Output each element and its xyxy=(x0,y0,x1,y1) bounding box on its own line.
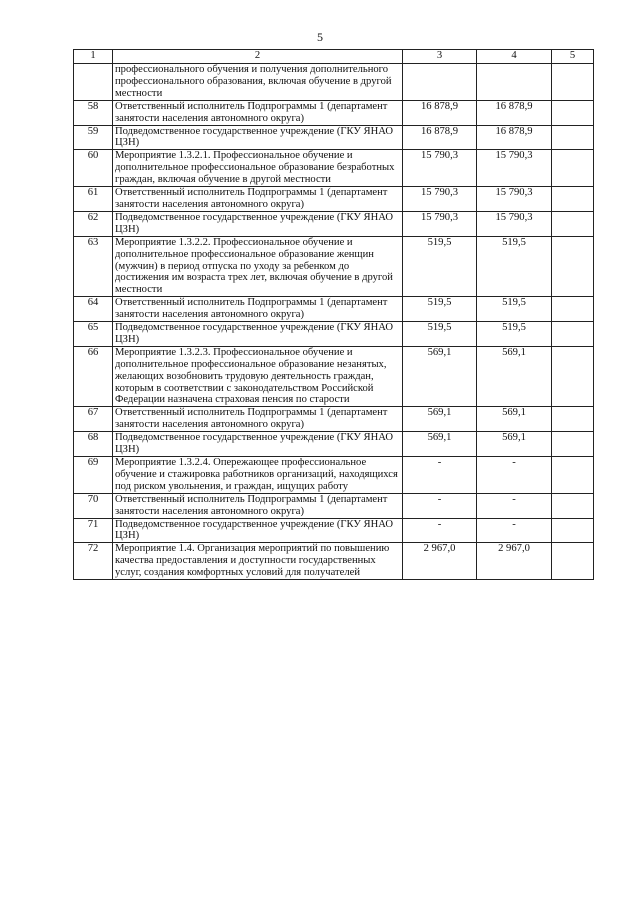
page-number: 5 xyxy=(317,30,323,44)
row-description-cell: Подведомственное государственное учреждение (ГКУ ЯНАО ЦЗН) xyxy=(113,432,403,457)
header-cell: 5 xyxy=(552,50,594,64)
row-number-cell: 67 xyxy=(74,407,113,432)
row-value-col5-cell xyxy=(552,187,594,212)
table-row xyxy=(74,457,594,494)
row-number-cell: 60 xyxy=(74,150,113,187)
row-description-cell: Мероприятие 1.4. Организация мероприятий по повышению качества предоставления и доступности государственных услуг, создания комфортных условий для получателей xyxy=(113,543,403,580)
row-value-col3-cell: 15 790,3 xyxy=(403,211,477,236)
table-header-row xyxy=(74,50,594,64)
row-description-cell: Ответственный исполнитель Подпрограммы 1 (департамент занятости населения автономного округа) xyxy=(113,493,403,518)
row-number-cell: 70 xyxy=(74,493,113,518)
row-value-col5-cell xyxy=(552,125,594,150)
table-row xyxy=(74,297,594,322)
row-value-col5-cell xyxy=(552,322,594,347)
table-row xyxy=(74,518,594,543)
table-row xyxy=(74,493,594,518)
header-cell: 2 xyxy=(113,50,403,64)
row-description-cell: Мероприятие 1.3.2.1. Профессиональное обучение и дополнительное профессиональное образование безработных граждан, включая обучение в другой местности xyxy=(113,150,403,187)
row-value-col4-cell: 16 878,9 xyxy=(477,125,552,150)
row-description-cell: Мероприятие 1.3.2.2. Профессиональное обучение и дополнительное профессиональное образование женщин (мужчин) в период отпуска по уходу за ребенком до достижения им возраста трех лет, включая обучение в другой местности xyxy=(113,236,403,297)
row-number-cell: 72 xyxy=(74,543,113,580)
row-value-col4-cell: 569,1 xyxy=(477,346,552,407)
row-description-cell: Подведомственное государственное учреждение (ГКУ ЯНАО ЦЗН) xyxy=(113,211,403,236)
table-row xyxy=(74,322,594,347)
row-value-col3-cell: 519,5 xyxy=(403,322,477,347)
row-value-col5-cell xyxy=(552,432,594,457)
row-value-col5-cell xyxy=(552,236,594,297)
row-value-col4-cell: 15 790,3 xyxy=(477,187,552,212)
row-number-cell: 64 xyxy=(74,297,113,322)
row-description-cell: Ответственный исполнитель Подпрограммы 1 (департамент занятости населения автономного округа) xyxy=(113,187,403,212)
row-value-col3-cell: 16 878,9 xyxy=(403,125,477,150)
row-value-col4-cell: 519,5 xyxy=(477,236,552,297)
row-value-col3-cell: 519,5 xyxy=(403,297,477,322)
table-row xyxy=(74,346,594,407)
row-value-col3-cell: - xyxy=(403,457,477,494)
row-value-col4-cell: 519,5 xyxy=(477,322,552,347)
row-number-cell: 66 xyxy=(74,346,113,407)
row-value-col4-cell: - xyxy=(477,457,552,494)
row-value-col3-cell: - xyxy=(403,518,477,543)
header-cell: 4 xyxy=(477,50,552,64)
row-value-col5-cell xyxy=(552,297,594,322)
row-value-col4-cell: - xyxy=(477,518,552,543)
table-row xyxy=(74,236,594,297)
table-row xyxy=(74,64,594,101)
table-row xyxy=(74,543,594,580)
row-value-col4-cell: 15 790,3 xyxy=(477,211,552,236)
table-row xyxy=(74,407,594,432)
table-row xyxy=(74,125,594,150)
row-value-col5-cell xyxy=(552,211,594,236)
row-value-col5-cell xyxy=(552,543,594,580)
row-description-cell: Подведомственное государственное учреждение (ГКУ ЯНАО ЦЗН) xyxy=(113,125,403,150)
header-cell: 1 xyxy=(74,50,113,64)
row-value-col3-cell: 16 878,9 xyxy=(403,100,477,125)
row-value-col5-cell xyxy=(552,346,594,407)
table-row xyxy=(74,187,594,212)
row-value-col4-cell: 569,1 xyxy=(477,432,552,457)
row-value-col3-cell: 569,1 xyxy=(403,346,477,407)
row-value-col4-cell: 16 878,9 xyxy=(477,100,552,125)
row-description-cell: Ответственный исполнитель Подпрограммы 1 (департамент занятости населения автономного округа) xyxy=(113,100,403,125)
row-number-cell: 58 xyxy=(74,100,113,125)
row-description-cell: Ответственный исполнитель Подпрограммы 1 (департамент занятости населения автономного округа) xyxy=(113,297,403,322)
row-number-cell: 69 xyxy=(74,457,113,494)
row-value-col3-cell: 15 790,3 xyxy=(403,187,477,212)
row-description-cell: Подведомственное государственное учреждение (ГКУ ЯНАО ЦЗН) xyxy=(113,518,403,543)
row-value-col4-cell: 569,1 xyxy=(477,407,552,432)
row-number-cell: 68 xyxy=(74,432,113,457)
row-value-col4-cell xyxy=(477,64,552,101)
row-number-cell: 59 xyxy=(74,125,113,150)
row-number-cell: 65 xyxy=(74,322,113,347)
row-value-col4-cell: 2 967,0 xyxy=(477,543,552,580)
table-row xyxy=(74,211,594,236)
row-number-cell: 61 xyxy=(74,187,113,212)
table-row xyxy=(74,432,594,457)
row-description-cell: Мероприятие 1.3.2.4. Опережающее профессиональное обучение и стажировка работников организаций, находящихся под риском увольнения, и граждан, ищущих работу xyxy=(113,457,403,494)
row-number-cell: 63 xyxy=(74,236,113,297)
row-value-col3-cell: 15 790,3 xyxy=(403,150,477,187)
row-value-col5-cell xyxy=(552,100,594,125)
row-number-cell: 62 xyxy=(74,211,113,236)
row-number-cell xyxy=(74,64,113,101)
row-value-col3-cell: 519,5 xyxy=(403,236,477,297)
row-value-col3-cell: 569,1 xyxy=(403,407,477,432)
row-value-col4-cell: - xyxy=(477,493,552,518)
row-description-cell: Ответственный исполнитель Подпрограммы 1 (департамент занятости населения автономного округа) xyxy=(113,407,403,432)
row-description-cell: профессионального обучения и получения дополнительного профессионального образования, включая обучение в другой местности xyxy=(113,64,403,101)
table-row xyxy=(74,100,594,125)
row-value-col5-cell xyxy=(552,493,594,518)
row-description-cell: Мероприятие 1.3.2.3. Профессиональное обучение и дополнительное профессиональное образование незанятых, желающих возобновить трудовую деятельность граждан, которым в соответствии с законодательством Российской Федерации назначена страховая пенсия по старости xyxy=(113,346,403,407)
row-value-col5-cell xyxy=(552,64,594,101)
row-value-col5-cell xyxy=(552,457,594,494)
row-description-cell: Подведомственное государственное учреждение (ГКУ ЯНАО ЦЗН) xyxy=(113,322,403,347)
row-value-col5-cell xyxy=(552,407,594,432)
row-value-col5-cell xyxy=(552,150,594,187)
row-value-col3-cell: 2 967,0 xyxy=(403,543,477,580)
row-value-col5-cell xyxy=(552,518,594,543)
row-value-col3-cell xyxy=(403,64,477,101)
document-table xyxy=(73,49,594,580)
row-value-col3-cell: 569,1 xyxy=(403,432,477,457)
row-value-col3-cell: - xyxy=(403,493,477,518)
row-value-col4-cell: 519,5 xyxy=(477,297,552,322)
table-row xyxy=(74,150,594,187)
row-value-col4-cell: 15 790,3 xyxy=(477,150,552,187)
row-number-cell: 71 xyxy=(74,518,113,543)
header-cell: 3 xyxy=(403,50,477,64)
